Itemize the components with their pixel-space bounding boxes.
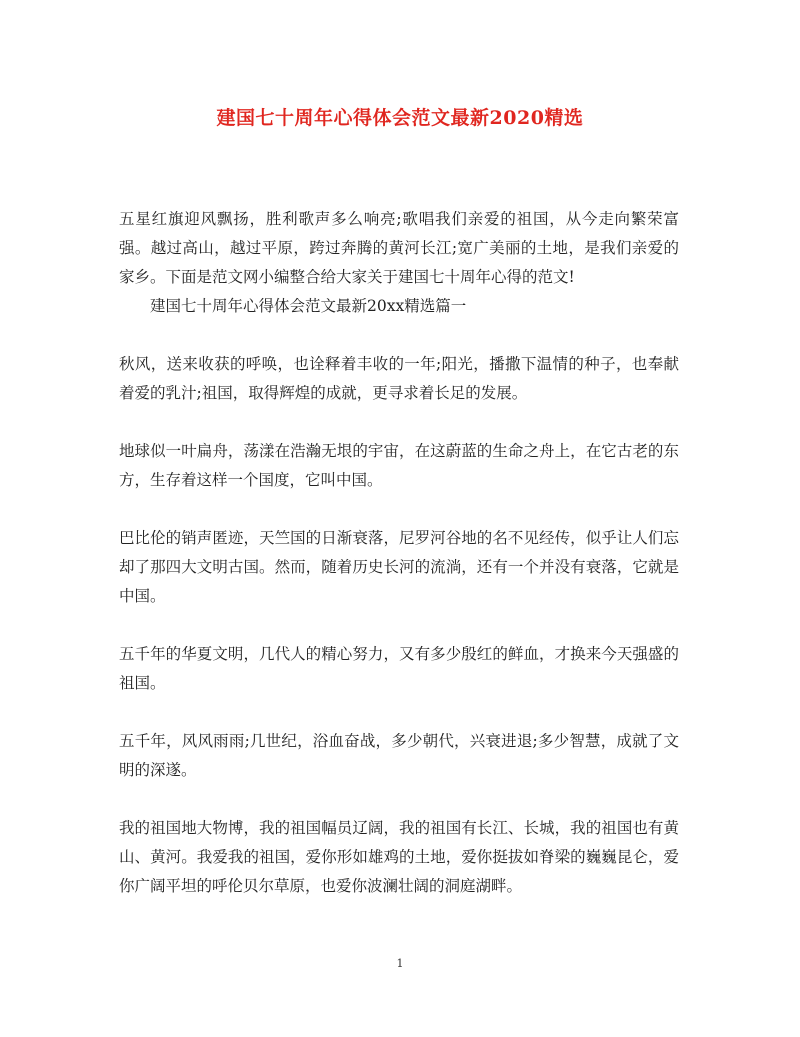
paragraph: 地球似一叶扁舟，荡漾在浩瀚无垠的宇宙，在这蔚蓝的生命之舟上，在它古老的东方，生存着这样一个国度，它叫中国。 (119, 442, 679, 489)
document-title: 建国七十周年心得体会范文最新2020精选 (216, 107, 584, 129)
page-number: 1 (396, 957, 404, 970)
paragraph: 五千年的华夏文明，几代人的精心努力，又有多少殷红的鲜血，才换来今天强盛的祖国。 (119, 645, 679, 692)
paragraph: 五千年，风风雨雨;几世纪，浴血奋战，多少朝代，兴衰进退;多少智慧，成就了文明的深遂。 (119, 732, 679, 779)
intro-paragraph: 五星红旗迎风飘扬，胜利歌声多么响亮;歌唱我们亲爱的祖国，从今走向繁荣富强。越过高山，越过平原，跨过奔腾的黄河长江;宽广美丽的土地，是我们亲爱的家乡。下面是范文网小编整合给大家关于建国七十周年心得的范文! (119, 210, 679, 286)
document-body (119, 205, 679, 901)
paragraph: 秋风，送来收获的呼唤，也诠释着丰收的一年;阳光，播撒下温情的种子，也奉献着爱的乳汁;祖国，取得辉煌的成就，更寻求着长足的发展。 (119, 355, 679, 402)
paragraph: 巴比伦的销声匿迹，天竺国的日渐衰落，尼罗河谷地的名不见经传，似乎让人们忘却了那四大文明古国。然而，随着历史长河的流淌，还有一个并没有衰落，它就是中国。 (119, 529, 679, 605)
section-heading: 建国七十周年心得体会范文最新20xx精选篇一 (150, 297, 467, 315)
paragraph: 我的祖国地大物博，我的祖国幅员辽阔，我的祖国有长江、长城，我的祖国也有黄山、黄河。我爱我的祖国，爱你形如雄鸡的土地，爱你挺拔如脊梁的巍巍昆仑，爱你广阔平坦的呼伦贝尔草原，也爱你波澜壮阔的洞庭湖畔。 (119, 819, 679, 895)
